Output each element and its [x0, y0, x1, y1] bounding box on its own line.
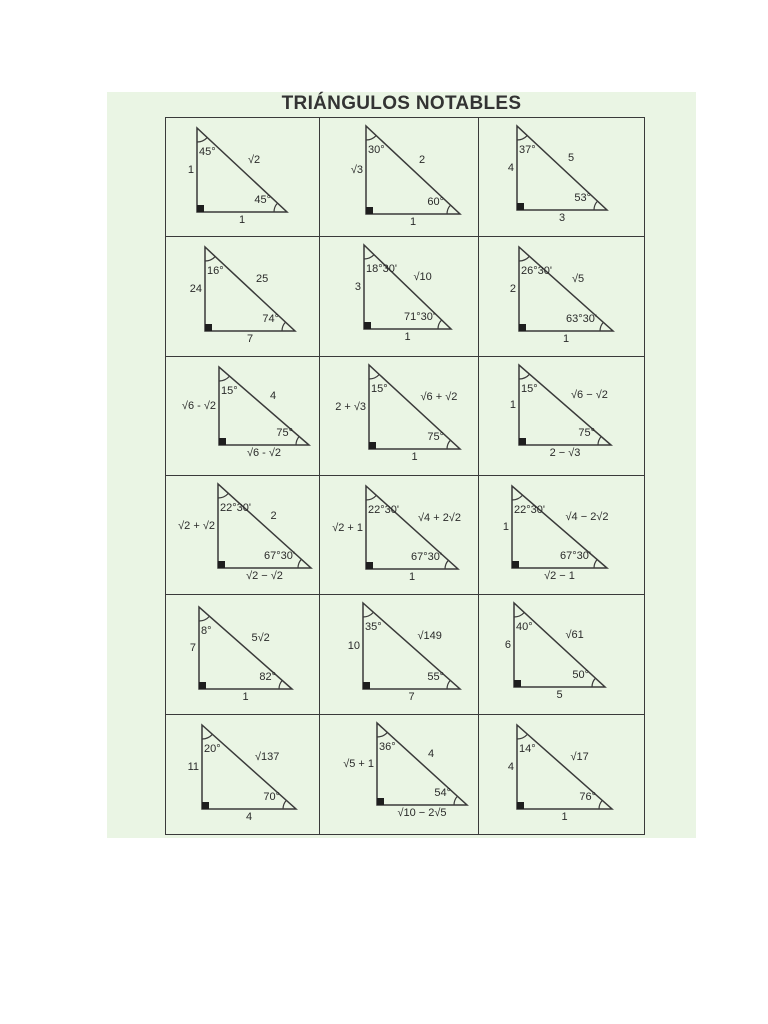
vertical-side-label: 1 — [509, 398, 516, 411]
right-angle-marker — [218, 561, 225, 568]
vertical-side-label: 2 — [509, 283, 516, 296]
top-angle-arc — [219, 376, 230, 381]
right-angle-marker — [517, 203, 524, 210]
hypotenuse-label: √10 — [413, 271, 432, 284]
vertical-side-label: √2 + 1 — [332, 521, 363, 534]
right-triangle — [197, 128, 287, 212]
top-angle-arc — [514, 613, 524, 618]
bottom-angle-arc — [279, 681, 282, 690]
triangle-figure — [166, 357, 319, 475]
bottom-angle-arc — [282, 322, 285, 331]
hypotenuse-label: √17 — [570, 750, 589, 763]
triangle-cell — [166, 476, 320, 595]
right-angle-marker — [197, 205, 204, 212]
top-angle-arc — [519, 257, 529, 262]
bottom-angle-arc — [592, 679, 595, 688]
top-angle-arc — [517, 734, 527, 739]
top-angle-arc — [517, 136, 527, 140]
hypotenuse-label: 5 — [568, 152, 575, 164]
bottom-angle-arc — [598, 436, 601, 445]
bottom-angle-label: 60° — [427, 196, 444, 208]
vertical-side-label: 1 — [187, 164, 194, 176]
base-side-label: 1 — [408, 571, 416, 583]
top-angle-arc — [202, 734, 212, 739]
right-triangle — [377, 723, 467, 805]
top-angle-label: 37° — [519, 144, 536, 156]
bottom-angle-label: 75° — [578, 426, 595, 439]
bottom-angle-label: 75° — [276, 426, 293, 439]
triangle-figure — [166, 476, 319, 594]
base-side-label: √2 − 1 — [544, 570, 575, 582]
bottom-angle-label: 67°30' — [264, 550, 295, 562]
vertical-side-label: √2 + √2 — [178, 520, 215, 532]
bottom-angle-label: 82° — [259, 671, 276, 684]
bottom-angle-arc — [274, 203, 277, 212]
notable-triangles-sheet — [107, 92, 696, 838]
triangle-cell — [479, 118, 644, 237]
bottom-angle-arc — [447, 440, 450, 449]
right-angle-marker — [363, 682, 370, 689]
top-angle-label: 30° — [368, 144, 385, 156]
vertical-side-label: 10 — [347, 640, 360, 653]
top-angle-label: 15° — [371, 382, 388, 395]
base-side-label: 4 — [245, 810, 253, 823]
base-side-label: 5 — [556, 689, 563, 702]
right-angle-marker — [366, 562, 373, 569]
triangle-cell — [320, 237, 479, 356]
top-angle-arc — [377, 732, 387, 737]
top-angle-label: 22°30' — [220, 502, 251, 514]
hypotenuse-label: √2 — [248, 154, 261, 166]
right-triangle — [363, 603, 460, 689]
bottom-angle-label: 45° — [254, 194, 271, 206]
hypotenuse-label: 4 — [428, 747, 435, 760]
triangle-cell — [166, 715, 320, 834]
right-angle-marker — [366, 207, 373, 214]
vertical-side-label: 4 — [507, 162, 514, 174]
hypotenuse-label: √4 + 2√2 — [418, 511, 461, 524]
right-triangle — [514, 603, 605, 687]
right-angle-marker — [364, 322, 371, 329]
top-angle-label: 36° — [379, 740, 396, 753]
top-angle-label: 22°30' — [514, 504, 545, 516]
bottom-angle-label: 54° — [434, 786, 451, 799]
top-angle-arc — [366, 495, 376, 500]
vertical-side-label: √3 — [350, 164, 363, 176]
triangles-grid — [165, 117, 645, 835]
bottom-angle-label: 70° — [263, 790, 280, 803]
bottom-angle-arc — [594, 201, 597, 210]
base-side-label: √10 − 2√5 — [397, 806, 447, 819]
bottom-angle-arc — [296, 436, 299, 445]
hypotenuse-label: √149 — [417, 630, 442, 643]
triangle-cell — [320, 715, 479, 834]
bottom-angle-arc — [600, 323, 603, 332]
hypotenuse-label: √61 — [565, 629, 584, 642]
right-angle-marker — [377, 798, 384, 805]
base-side-label: 1 — [562, 333, 570, 346]
triangle-cell — [479, 237, 644, 356]
top-angle-arc — [197, 138, 207, 142]
bottom-angle-label: 63°30' — [566, 313, 597, 326]
triangle-cell — [479, 595, 644, 714]
top-angle-arc — [364, 255, 374, 259]
top-angle-label: 26°30' — [521, 265, 552, 278]
hypotenuse-label: 2 — [419, 154, 426, 166]
triangle-figure — [320, 476, 478, 594]
triangle-cell — [320, 595, 479, 714]
triangle-figure — [320, 118, 478, 236]
top-angle-label: 35° — [365, 621, 382, 634]
triangle-cell — [166, 357, 320, 476]
bottom-angle-arc — [438, 320, 442, 329]
triangle-figure — [166, 237, 319, 355]
top-angle-label: 45° — [199, 146, 216, 158]
bottom-angle-arc — [283, 800, 286, 809]
bottom-angle-arc — [594, 560, 597, 568]
top-angle-label: 15° — [521, 382, 538, 395]
hypotenuse-label: 2 — [270, 510, 277, 522]
triangle-cell — [320, 357, 479, 476]
bottom-angle-label: 71°30' — [404, 311, 435, 324]
bottom-angle-label: 55° — [427, 671, 444, 684]
right-angle-marker — [199, 682, 206, 689]
hypotenuse-label: √6 − √2 — [571, 388, 608, 401]
vertical-side-label: 24 — [189, 283, 202, 296]
top-angle-label: 8° — [201, 625, 212, 638]
right-triangle — [517, 126, 607, 210]
triangle-cell — [479, 715, 644, 834]
base-side-label: √6 - √2 — [246, 446, 282, 459]
bottom-angle-arc — [454, 796, 457, 805]
right-triangle — [519, 365, 611, 445]
bottom-angle-label: 67°30' — [411, 551, 442, 563]
right-angle-marker — [517, 802, 524, 809]
right-angle-marker — [205, 324, 212, 331]
bottom-angle-label: 76° — [579, 790, 596, 803]
vertical-side-label: √5 + 1 — [343, 757, 374, 770]
right-triangle — [202, 725, 296, 809]
base-side-label: 1 — [404, 331, 411, 344]
bottom-angle-arc — [447, 681, 450, 690]
base-side-label: 1 — [242, 691, 249, 704]
hypotenuse-label: 5√2 — [251, 632, 270, 645]
triangle-figure — [479, 237, 644, 355]
right-triangle — [369, 365, 460, 449]
right-angle-marker — [512, 561, 519, 568]
hypotenuse-label: √5 — [572, 273, 585, 286]
top-angle-label: 15° — [221, 384, 238, 397]
right-triangle — [219, 367, 309, 445]
base-side-label: 3 — [558, 212, 566, 224]
top-angle-arc — [199, 617, 210, 622]
base-side-label: 1 — [238, 214, 246, 226]
hypotenuse-label: 25 — [256, 273, 269, 286]
base-side-label: 2 − √3 — [549, 446, 581, 459]
vertical-side-label: 6 — [504, 639, 511, 652]
triangle-cell — [166, 118, 320, 237]
base-side-label: 7 — [408, 691, 415, 704]
right-triangle — [366, 126, 460, 214]
hypotenuse-label: √4 − 2√2 — [565, 511, 609, 523]
top-angle-label: 16° — [207, 265, 224, 278]
vertical-side-label: 7 — [189, 642, 196, 655]
top-angle-arc — [205, 257, 215, 261]
hypotenuse-label: √137 — [255, 750, 280, 763]
bottom-angle-label: 53° — [574, 192, 591, 204]
hypotenuse-label: √6 + √2 — [420, 390, 458, 403]
top-angle-label: 40° — [516, 621, 533, 634]
triangle-cell — [479, 476, 644, 595]
right-angle-marker — [514, 680, 521, 687]
hypotenuse-label: 4 — [270, 389, 277, 402]
bottom-angle-arc — [599, 800, 602, 809]
right-angle-marker — [519, 438, 526, 445]
bottom-angle-label: 67°30' — [560, 550, 591, 562]
bottom-angle-label: 75° — [427, 430, 444, 443]
top-angle-arc — [366, 136, 376, 140]
right-angle-marker — [519, 324, 526, 331]
vertical-side-label: 11 — [187, 760, 199, 773]
vertical-side-label: 3 — [354, 281, 361, 294]
base-side-label: 1 — [411, 450, 418, 463]
right-triangle — [199, 607, 292, 689]
right-angle-marker — [219, 438, 226, 445]
base-side-label: 1 — [409, 216, 417, 228]
top-angle-arc — [218, 493, 228, 498]
base-side-label: √2 − √2 — [246, 570, 283, 582]
triangle-figure — [320, 237, 478, 355]
vertical-side-label: 4 — [507, 760, 514, 773]
vertical-side-label: 1 — [502, 521, 509, 533]
top-angle-label: 22°30' — [368, 504, 399, 516]
triangle-cell — [479, 357, 644, 476]
triangle-cell — [320, 476, 479, 595]
right-triangle — [205, 247, 295, 331]
top-angle-arc — [519, 374, 530, 379]
right-angle-marker — [369, 442, 376, 449]
triangle-figure — [320, 595, 478, 713]
top-angle-arc — [512, 495, 523, 500]
triangle-cell — [320, 118, 479, 237]
bottom-angle-arc — [447, 205, 451, 214]
vertical-side-label: √6 - √2 — [181, 399, 216, 412]
bottom-angle-arc — [298, 559, 301, 568]
top-angle-arc — [363, 613, 373, 618]
triangle-cell — [166, 237, 320, 356]
top-angle-label: 18°30' — [366, 263, 397, 276]
page-title: TRIÁNGULOS NOTABLES — [281, 93, 522, 114]
base-side-label: 7 — [246, 333, 254, 346]
right-angle-marker — [202, 802, 209, 809]
triangle-cell — [166, 595, 320, 714]
bottom-angle-label: 50° — [572, 669, 589, 682]
triangle-figure — [166, 715, 319, 834]
base-side-label: 1 — [561, 810, 568, 823]
right-triangle — [517, 725, 612, 809]
top-angle-arc — [369, 374, 379, 379]
top-angle-label: 20° — [204, 742, 221, 755]
bottom-angle-arc — [445, 560, 448, 569]
triangle-figure — [320, 357, 478, 475]
bottom-angle-label: 74° — [262, 313, 279, 326]
top-angle-label: 14° — [519, 742, 536, 755]
vertical-side-label: 2 + √3 — [335, 400, 366, 413]
